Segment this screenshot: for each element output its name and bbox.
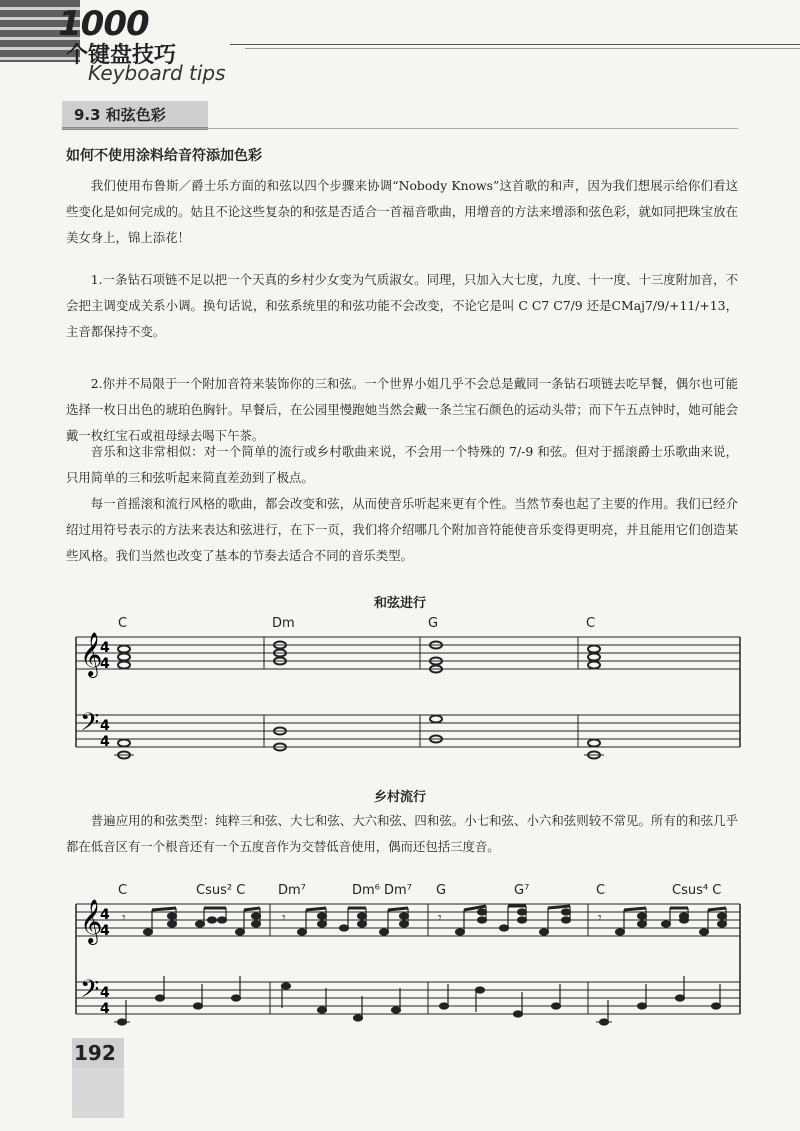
paragraph: 1.一条钻石项链不足以把一个天真的乡村少女变为气质淑女。同理，只加入大七度，九度、十一度、十三度附加音，不会把主调变成关系小调。换句话说，和弦系统里的和弦功能不会改变，不论它是叫 C C7 C7/9 还是CMaj7/9/+11/+13，主音都保持不变。 bbox=[66, 272, 738, 339]
svg-text:𝄾: 𝄾 bbox=[598, 910, 602, 926]
header-rule bbox=[245, 48, 800, 49]
paragraph: 音乐和这非常相似：对一个简单的流行或乡村歌曲来说，不会用一个特殊的 7/-9 和弦。但对于摇滚爵士乐歌曲来说，只用简单的三和弦听起来简直差劲到了极点。 bbox=[66, 444, 738, 485]
country-pop-score bbox=[0, 878, 800, 1028]
time-sig-bottom: 4 bbox=[100, 1001, 110, 1017]
chord-symbol: C bbox=[586, 616, 596, 631]
time-sig-bottom: 4 bbox=[100, 656, 110, 672]
paragraph: 每一首摇滚和流行风格的歌曲，都会改变和弦，从而使音乐听起来更有个性。当然节奏也起了主要的作用。我们已经介绍过用符号表示的方法来表达和弦进行，在下一页，我们将介绍哪几个附加音符能使音乐变得更明亮，并且能用它们创造某些风格。我们当然也改变了基本的节奏去适合不同的音乐类型。 bbox=[66, 496, 738, 563]
brand-number: 1000 bbox=[58, 4, 149, 44]
chord-symbol: C bbox=[118, 616, 128, 631]
subheading: 如何不使用涂料给音符添加色彩 bbox=[66, 148, 262, 164]
chord-symbol: Csus² C bbox=[196, 883, 246, 898]
time-sig-top: 4 bbox=[100, 985, 110, 1001]
chord-symbol: G bbox=[436, 883, 447, 898]
paragraph: 我们使用布鲁斯／爵士乐方面的和弦以四个步骤来协调“Nobody Knows”这首歌的和声，因为我们想展示给你们看这些变化是如何完成的。姑且不论这些复杂的和弦是否适合一首福音歌曲，用增音的方法来增添和弦色彩，就如同把珠宝放在美女身上，锦上添花！ bbox=[66, 178, 738, 245]
chord-progression-score bbox=[0, 615, 800, 765]
chord-symbol: G⁷ bbox=[514, 883, 530, 898]
figure-caption: 和弦进行 bbox=[373, 596, 426, 611]
treble-clef-icon: 𝄞 bbox=[80, 632, 103, 676]
page-number-box bbox=[72, 1038, 124, 1068]
figure-caption: 乡村流行 bbox=[373, 790, 426, 805]
time-sig-bottom: 4 bbox=[100, 923, 110, 939]
time-sig-top: 4 bbox=[100, 640, 110, 656]
section-divider bbox=[62, 128, 738, 129]
chord-symbol: C bbox=[118, 883, 128, 898]
header-rule bbox=[230, 44, 800, 45]
time-sig-top: 4 bbox=[100, 718, 110, 734]
chord-symbol: G bbox=[428, 616, 439, 631]
paragraph: 2.你并不局限于一个附加音符来装饰你的三和弦。一个世界小姐几乎不会总是戴同一条钻石项链去吃早餐，偶尔也可能选择一枚日出色的琥珀色胸针。早餐后，在公园里慢跑她当然会戴一条兰宝石颜色的运动头带；而下午五点钟时，她可能会戴一枚红宝石或祖母绿去喝下午茶。 bbox=[66, 376, 738, 443]
bass-clef-icon: 𝄢 bbox=[80, 708, 100, 743]
time-sig-top: 4 bbox=[100, 907, 110, 923]
brand-title-cn: 个键盘技巧 bbox=[66, 43, 177, 68]
treble-clef-icon: 𝄞 bbox=[80, 899, 103, 943]
chord-symbol: Dm⁷ bbox=[278, 883, 306, 898]
section-tag bbox=[62, 101, 208, 130]
chord-symbol: Dm⁶ Dm⁷ bbox=[352, 883, 412, 898]
svg-text:𝄾: 𝄾 bbox=[122, 910, 126, 926]
chord-symbol: C bbox=[596, 883, 606, 898]
paragraph: 普遍应用的和弦类型：纯粹三和弦、大七和弦、大六和弦、四和弦。小七和弦、小六和弦则较不常见。所有的和弦几乎都在低音区有一个根音还有一个五度音作为交替低音使用，偶而还包括三度音。 bbox=[66, 813, 738, 854]
time-sig-bottom: 4 bbox=[100, 734, 110, 750]
chord-symbol: Dm bbox=[272, 616, 295, 631]
section-label: 9.3 和弦色彩 bbox=[74, 106, 166, 124]
chord-symbol: Csus⁴ C bbox=[672, 883, 722, 898]
bass-clef-icon: 𝄢 bbox=[80, 975, 100, 1010]
footer-bar bbox=[72, 1068, 124, 1118]
svg-text:𝄾: 𝄾 bbox=[282, 910, 286, 926]
page-header bbox=[0, 0, 800, 95]
svg-text:𝄾: 𝄾 bbox=[438, 910, 442, 926]
page-number: 192 bbox=[74, 1041, 116, 1065]
brand-title-en: Keyboard tips bbox=[88, 61, 226, 85]
